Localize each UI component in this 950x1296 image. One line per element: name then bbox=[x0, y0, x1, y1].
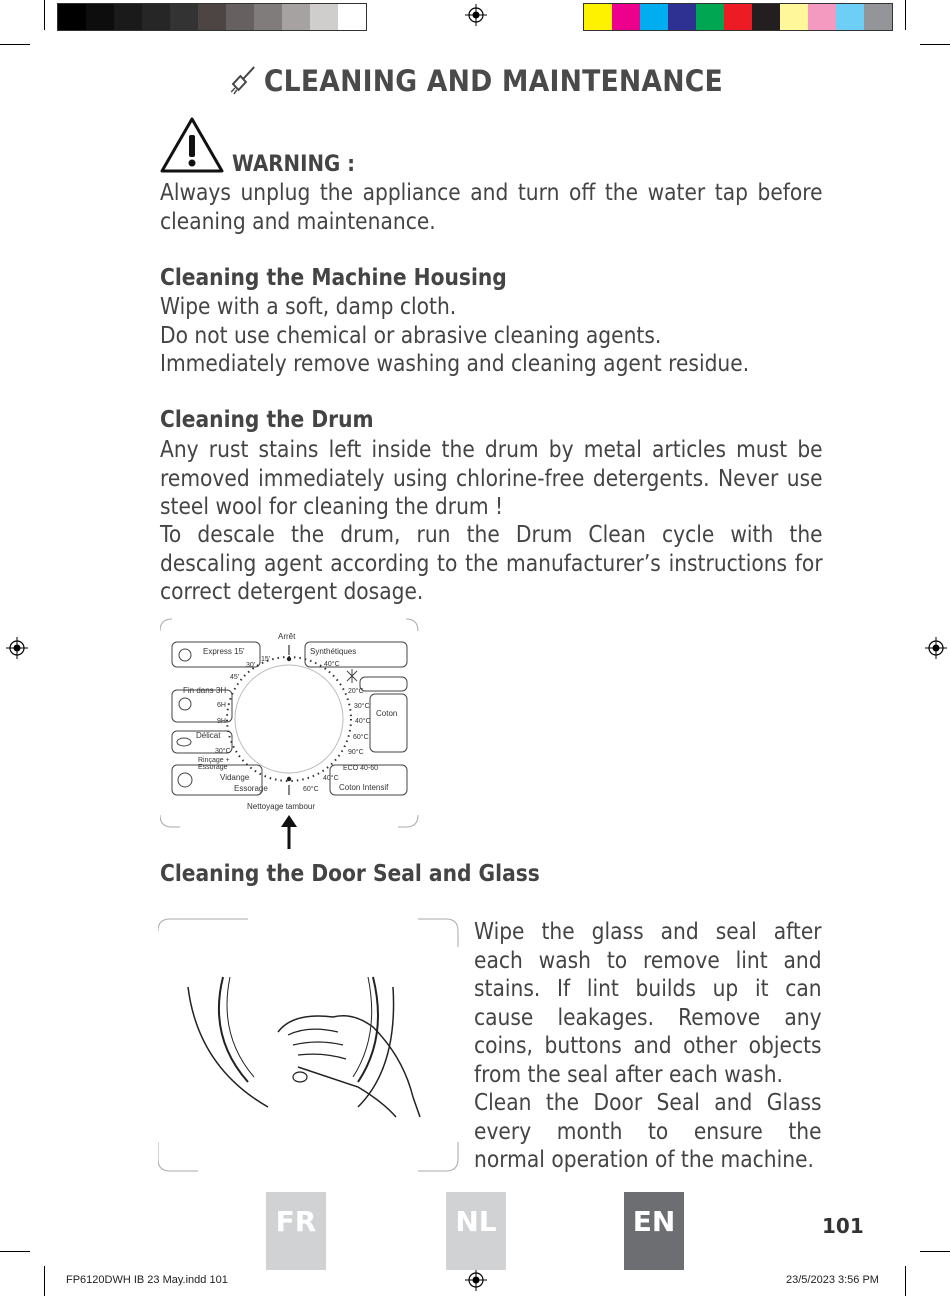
color-swatch bbox=[696, 4, 724, 30]
color-swatch bbox=[170, 4, 198, 30]
panel-label: 40°C bbox=[355, 718, 371, 725]
process-color-bar bbox=[583, 3, 893, 31]
warning-label: WARNING : bbox=[232, 152, 356, 177]
panel-label: 60°C bbox=[353, 734, 369, 741]
page-title-text: CLEANING AND MAINTENANCE bbox=[263, 64, 723, 98]
crop-mark bbox=[920, 44, 950, 45]
panel-label: 9H bbox=[217, 718, 226, 725]
housing-text bbox=[160, 293, 823, 379]
registration-mark-icon bbox=[465, 1269, 487, 1291]
crop-mark bbox=[0, 44, 30, 45]
panel-label: Coton bbox=[376, 709, 398, 718]
footer-file-info: FP6120DWH IB 23 May.indd 101 bbox=[66, 1274, 228, 1286]
color-swatch bbox=[752, 4, 780, 30]
panel-label: Express 15' bbox=[203, 647, 245, 656]
panel-label: Vidange bbox=[220, 773, 250, 782]
warning-text: Always unplug the appliance and turn off the water tap before cleaning and maintenance. bbox=[160, 180, 823, 235]
panel-label: 6H bbox=[217, 702, 226, 709]
grayscale-color-bar bbox=[57, 3, 367, 31]
brush-icon bbox=[227, 62, 258, 96]
registration-mark-icon bbox=[6, 637, 28, 659]
panel-label: 90°C bbox=[348, 749, 364, 756]
panel-label: 40°C bbox=[324, 661, 340, 668]
crop-mark bbox=[44, 0, 45, 30]
panel-label: 20°C bbox=[348, 688, 364, 695]
panel-label: Coton Intensif bbox=[339, 783, 389, 792]
color-swatch bbox=[808, 4, 836, 30]
seal-paragraph-1: Wipe the glass and seal after each wash to remove lint and stains. If lint builds up it can cause leakages. Remove any coins, buttons and other objects from the seal after each wash. bbox=[474, 919, 822, 1088]
seal-paragraph-2: Clean the Door Seal and Glass every month to ensure the normal operation of the machine. bbox=[474, 1090, 822, 1173]
panel-label: 15' bbox=[261, 656, 271, 663]
color-swatch bbox=[198, 4, 226, 30]
color-swatch bbox=[254, 4, 282, 30]
color-swatch bbox=[724, 4, 752, 30]
panel-label: Délicat bbox=[196, 731, 221, 740]
color-swatch bbox=[226, 4, 254, 30]
color-swatch bbox=[310, 4, 338, 30]
color-swatch bbox=[282, 4, 310, 30]
crop-mark bbox=[0, 1251, 30, 1252]
color-swatch bbox=[58, 4, 86, 30]
crop-mark bbox=[905, 1266, 906, 1296]
crop-mark bbox=[905, 0, 906, 30]
crop-mark bbox=[920, 1251, 950, 1252]
color-swatch bbox=[86, 4, 114, 30]
seal-heading: Cleaning the Door Seal and Glass bbox=[160, 861, 540, 887]
footer-timestamp: 23/5/2023 3:56 PM bbox=[786, 1274, 879, 1286]
language-tab-en[interactable]: EN bbox=[624, 1192, 684, 1270]
panel-label: 30°C bbox=[215, 748, 231, 755]
color-swatch bbox=[780, 4, 808, 30]
panel-label: Synthétiques bbox=[310, 647, 357, 656]
color-swatch bbox=[836, 4, 864, 30]
arrow-up-icon bbox=[281, 815, 297, 827]
panel-label: Arrêt bbox=[278, 632, 296, 641]
drum-paragraph-1: Any rust stains left inside the drum by metal articles must be removed immediately using chlorine-free detergents. Never use steel wool for cleaning the drum ! bbox=[160, 437, 823, 520]
color-swatch bbox=[864, 4, 892, 30]
color-swatch bbox=[338, 4, 366, 30]
language-tab-fr[interactable]: FR bbox=[266, 1192, 326, 1270]
panel-label: 40°C bbox=[323, 775, 339, 782]
panel-label: 30' bbox=[246, 662, 256, 669]
color-swatch bbox=[612, 4, 640, 30]
panel-label: ECO 40-60 bbox=[343, 765, 379, 772]
panel-label: 45' bbox=[230, 674, 240, 681]
color-swatch bbox=[640, 4, 668, 30]
color-swatch bbox=[668, 4, 696, 30]
warning-triangle-icon bbox=[158, 115, 226, 175]
page-number: 101 bbox=[822, 1214, 864, 1238]
door-seal-cleaning-illustration bbox=[158, 917, 460, 1173]
panel-label: Fin dans 3H bbox=[183, 686, 227, 695]
registration-mark-icon bbox=[465, 4, 487, 26]
page-title bbox=[38, 62, 912, 98]
housing-line: Wipe with a soft, damp cloth. bbox=[160, 294, 457, 320]
color-swatch bbox=[142, 4, 170, 30]
color-swatch bbox=[114, 4, 142, 30]
registration-mark-icon bbox=[925, 637, 947, 659]
housing-line: Do not use chemical or abrasive cleaning agents. bbox=[160, 322, 662, 349]
drum-heading: Cleaning the Drum bbox=[160, 407, 374, 433]
panel-label: Rinçage + bbox=[198, 757, 230, 764]
housing-line: Immediately remove washing and cleaning agent residue. bbox=[160, 351, 750, 377]
language-tab-nl[interactable]: NL bbox=[446, 1192, 506, 1270]
housing-heading: Cleaning the Machine Housing bbox=[160, 265, 507, 291]
panel-label: Essorage bbox=[198, 764, 228, 771]
crop-mark bbox=[44, 1266, 45, 1296]
panel-label: 60°C bbox=[303, 786, 319, 793]
panel-label: 30°C bbox=[354, 703, 370, 710]
program-dial-illustration bbox=[160, 617, 420, 852]
color-swatch bbox=[584, 4, 612, 30]
panel-label: Essorage bbox=[234, 784, 268, 793]
panel-label: Nettoyage tambour bbox=[247, 802, 316, 811]
drum-paragraph-2: To descale the drum, run the Drum Clean cycle with the descaling agent according to the manufacturer’s instructions for correct detergent dosage. bbox=[160, 522, 823, 605]
